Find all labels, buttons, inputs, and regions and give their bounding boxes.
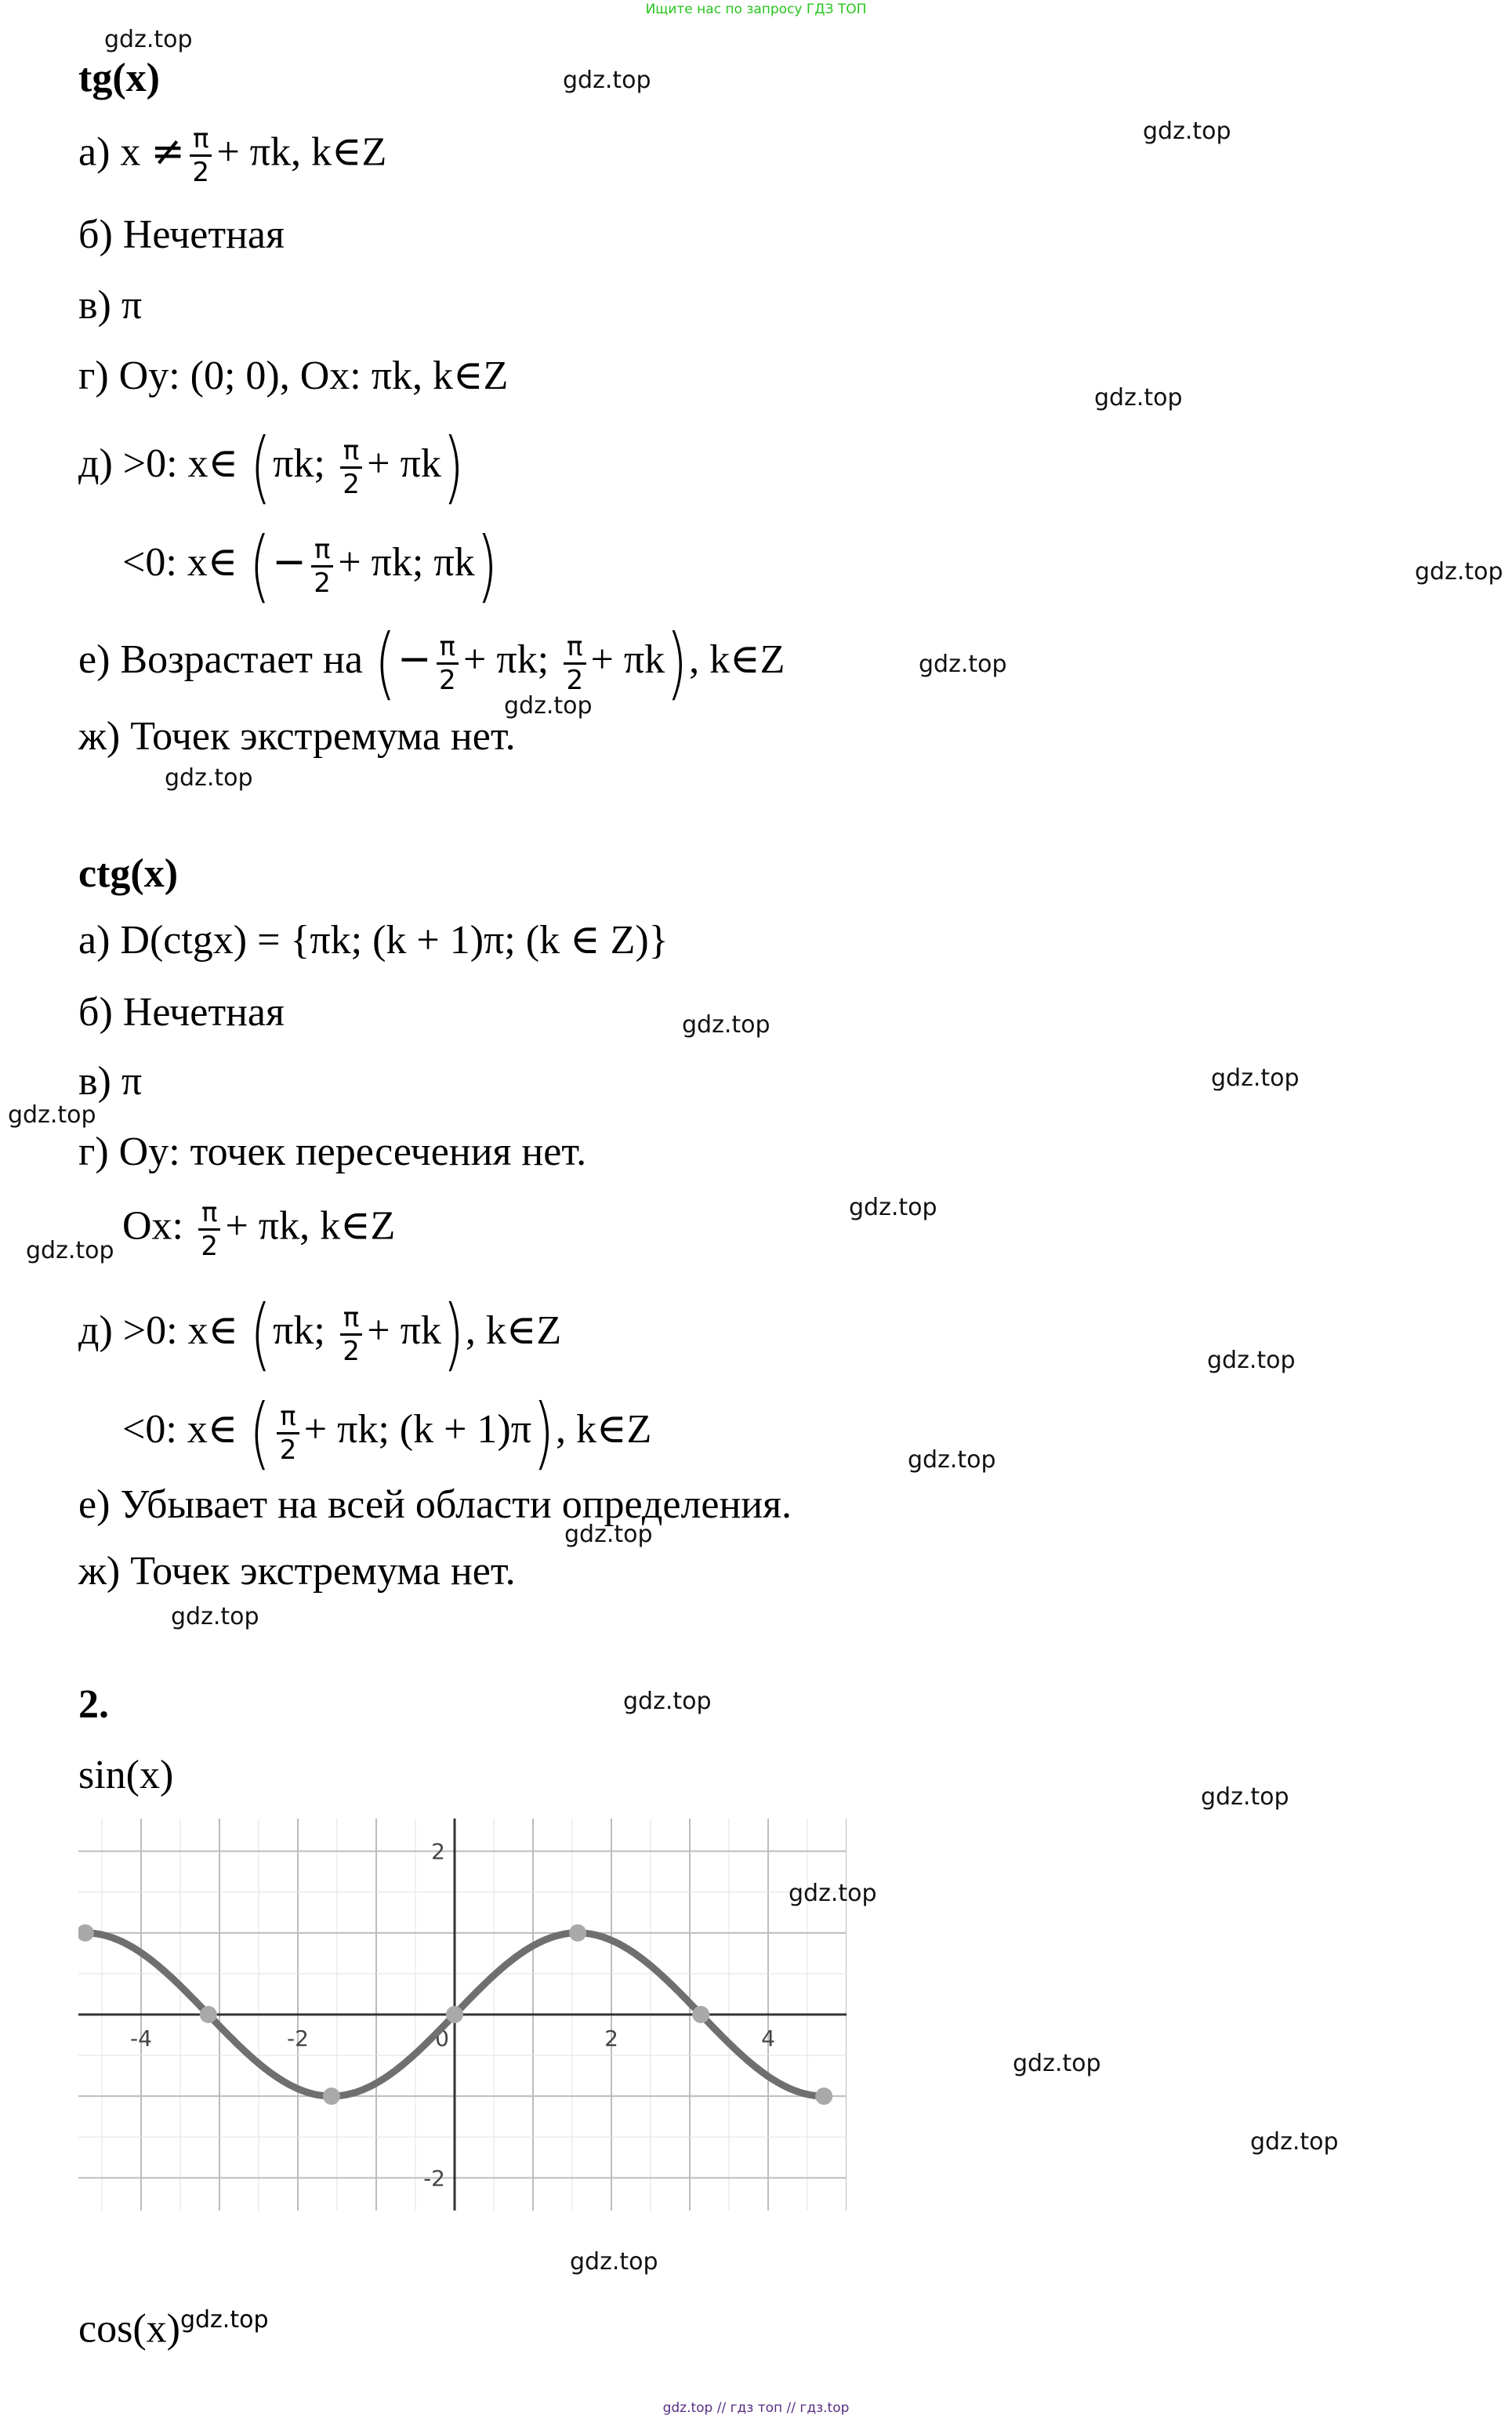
y-tick-label: 2 (431, 1838, 445, 1865)
tg-d2-line (122, 520, 499, 611)
tg-e-label: е) Возрастает на (78, 636, 373, 682)
watermark[interactable]: gdz.top (682, 1011, 771, 1039)
left-paren: ( (249, 421, 272, 513)
watermark[interactable]: gdz.top (919, 651, 1007, 678)
numerator: π (564, 633, 586, 665)
ctg-g2-line (122, 1199, 395, 1260)
right-paren: ) (665, 617, 688, 709)
ctg-d-tail: + πk (367, 1307, 441, 1353)
numerator: π (340, 437, 362, 469)
watermark[interactable]: gdz.top (1211, 1064, 1300, 1092)
section-number: 2. (78, 1682, 109, 1727)
ctg-g2-label: Ox: (122, 1203, 194, 1249)
denominator: 2 (566, 664, 584, 696)
watermark[interactable]: gdz.top (1013, 2050, 1101, 2077)
denominator: 2 (192, 157, 210, 188)
denominator: 2 (314, 567, 331, 599)
denominator: 2 (343, 1335, 360, 1367)
sin-title: sin(x) (78, 1753, 174, 1797)
right-paren: ) (532, 1387, 555, 1478)
fraction (340, 434, 362, 500)
watermark[interactable]: gdz.top (1094, 384, 1183, 412)
x-tick-label: 4 (761, 2026, 775, 2051)
denominator: 2 (438, 664, 456, 696)
not-equal-symbol: ≠ (150, 128, 185, 176)
minus-symbol: − (272, 538, 306, 586)
cos-title-line (78, 2297, 268, 2352)
sin-chart (78, 1819, 847, 2210)
ctg-d2-end: , k∈Z (556, 1406, 652, 1452)
numerator: π (311, 536, 333, 568)
watermark[interactable]: gdz.top (1201, 1783, 1289, 1811)
watermark[interactable]: gdz.top (26, 1237, 114, 1264)
fraction (311, 533, 333, 599)
tg-a-line (78, 125, 386, 186)
watermark[interactable]: gdz.top (1415, 558, 1503, 586)
data-point (815, 2087, 832, 2105)
numerator: π (198, 1199, 220, 1231)
tg-title: tg(x) (78, 56, 160, 100)
watermark[interactable]: gdz.top (179, 2306, 269, 2334)
right-paren: ) (442, 1288, 465, 1380)
y-tick-label: -2 (423, 2165, 445, 2192)
left-paren: ( (249, 520, 271, 611)
fraction (277, 1400, 299, 1466)
watermark[interactable]: gdz.top (908, 1446, 996, 1474)
watermark[interactable]: gdz.top (623, 1688, 712, 1715)
left-paren: ( (374, 617, 397, 709)
tg-e-mid: + πk; (463, 636, 560, 682)
watermark[interactable]: gdz.top (171, 1603, 259, 1630)
ctg-d-label: д) >0: x∈ (78, 1307, 249, 1353)
watermark[interactable]: gdz.top (504, 692, 593, 720)
ctg-g: г) Oy: точек пересечения нет. (78, 1130, 587, 1174)
tg-b: б) Нечетная (78, 212, 285, 257)
x-tick-label: -4 (130, 2026, 152, 2051)
ctg-e: е) Убывает на всей области определения. (78, 1482, 792, 1527)
right-paren: ) (476, 520, 498, 611)
denominator: 2 (201, 1231, 219, 1262)
numerator: π (190, 125, 212, 157)
fraction (564, 630, 586, 696)
tg-e-tail: + πk (590, 636, 665, 682)
minus-symbol: − (397, 635, 432, 683)
left-paren: ( (249, 1387, 271, 1478)
ctg-d-mid: πk; (273, 1307, 335, 1353)
denominator: 2 (279, 1434, 297, 1466)
data-point (200, 2006, 217, 2023)
ctg-d-line (78, 1288, 562, 1380)
watermark[interactable]: gdz.top (789, 1880, 877, 1907)
footer-links[interactable]: gdz.top // гдз топ // гдз.top (662, 2400, 850, 2416)
ctg-d2-line (122, 1387, 652, 1478)
watermark[interactable]: gdz.top (570, 2248, 658, 2276)
tg-d-label: д) >0: x∈ (78, 441, 249, 486)
watermark[interactable]: gdz.top (1143, 118, 1231, 145)
tg-a-tail: + πk, k∈Z (216, 129, 387, 175)
fraction (190, 125, 212, 186)
tg-d-tail: + πk (367, 441, 441, 486)
numerator: π (340, 1304, 362, 1336)
watermark[interactable]: gdz.top (104, 26, 193, 53)
watermark[interactable]: gdz.top (564, 1521, 653, 1548)
tg-d-mid: πk; (273, 441, 335, 486)
tg-d-line (78, 421, 466, 513)
x-tick-label: 2 (604, 2026, 618, 2051)
tg-e-end: , k∈Z (689, 636, 785, 682)
x-tick-label: -2 (287, 2026, 309, 2051)
denominator: 2 (343, 468, 360, 500)
ctg-title: ctg(x) (78, 851, 179, 896)
data-point (569, 1924, 586, 1942)
tg-g: г) Oy: (0; 0), Ox: πk, k∈Z (78, 354, 509, 398)
watermark[interactable]: gdz.top (1250, 2128, 1339, 2156)
data-point (446, 2006, 463, 2023)
fraction (437, 630, 459, 696)
data-point (78, 1924, 94, 1942)
watermark[interactable]: gdz.top (1207, 1347, 1296, 1374)
ctg-d2-tail: + πk; (k + 1)π (303, 1406, 532, 1452)
watermark[interactable]: gdz.top (8, 1101, 96, 1129)
tg-a-label: а) x (78, 129, 151, 175)
ctg-d-end: , k∈Z (465, 1307, 562, 1353)
ctg-a: а) D(ctgx) = {πk; (k + 1)π; (k ∈ Z)} (78, 918, 669, 963)
data-point (692, 2006, 709, 2023)
tg-d2-label: <0: x∈ (122, 539, 248, 585)
top-banner[interactable]: Ищите нас по запросу ГДЗ ТОП (645, 2, 867, 17)
data-point (323, 2087, 340, 2105)
fraction (198, 1199, 220, 1260)
numerator: π (437, 633, 459, 665)
x-tick-label: 0 (435, 2026, 449, 2051)
left-paren: ( (249, 1288, 272, 1380)
tg-d2-tail: + πk; πk (338, 539, 475, 585)
cos-title: cos(x) (78, 2306, 180, 2352)
ctg-v: в) π (78, 1059, 143, 1104)
right-paren: ) (442, 421, 465, 513)
ctg-g2-tail: + πk, k∈Z (225, 1203, 396, 1249)
numerator: π (277, 1403, 299, 1434)
ctg-b: б) Нечетная (78, 990, 285, 1035)
fraction (340, 1301, 362, 1367)
ctg-d2-label: <0: x∈ (122, 1406, 248, 1452)
watermark[interactable]: gdz.top (849, 1194, 937, 1221)
ctg-zh: ж) Точек экстремума нет. (78, 1549, 516, 1594)
watermark[interactable]: gdz.top (165, 764, 253, 792)
tg-v: в) π (78, 283, 143, 328)
watermark[interactable]: gdz.top (563, 67, 651, 94)
tg-zh: ж) Точек экстремума нет. (78, 714, 516, 759)
